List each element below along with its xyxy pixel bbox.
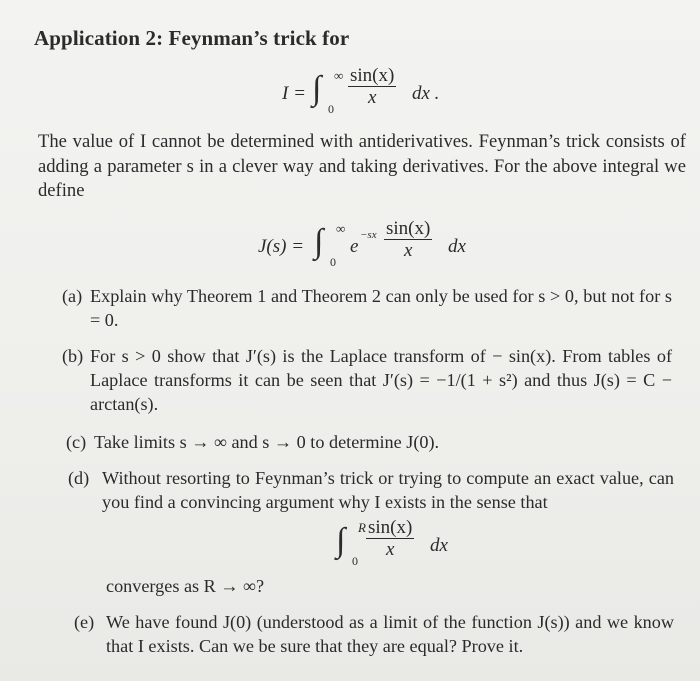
list-item-a xyxy=(62,284,672,332)
list-item-e xyxy=(74,610,674,658)
eq2-exp-base: e xyxy=(350,236,359,257)
item-label: (d) xyxy=(68,468,90,488)
eq1-lhs: I = xyxy=(282,83,306,104)
item-text: We have found J(0) (understood as a limit of the function J(s)) and we know that I exists. Can we be sure that they are equal? Prove it. xyxy=(106,612,674,656)
item-label: (c) xyxy=(66,432,87,452)
eq1-differential: dx . xyxy=(412,83,440,104)
eq1-fraction xyxy=(348,66,396,109)
eq3-lower-limit: 0 xyxy=(352,554,358,568)
equation-j-definition xyxy=(258,219,488,275)
eq1-denominator: x xyxy=(367,87,377,108)
list-item-c xyxy=(66,430,676,454)
list-item-b xyxy=(62,344,672,416)
eq1-numerator: sin(x) xyxy=(350,65,395,86)
item-label: (e) xyxy=(74,612,95,632)
item-label: (a) xyxy=(62,286,83,306)
eq2-numerator: sin(x) xyxy=(386,218,431,239)
eq3-upper-limit: R xyxy=(358,520,366,535)
equation-partial-integral xyxy=(336,518,476,574)
eq3-differential: dx xyxy=(430,535,448,556)
eq2-exponent: −sx xyxy=(360,229,377,241)
integral-sign: ∫ xyxy=(336,522,346,559)
item-label: (b) xyxy=(62,346,84,366)
integral-sign: ∫ xyxy=(312,70,322,107)
eq1-upper-limit: ∞ xyxy=(334,68,344,83)
eq3-numerator: sin(x) xyxy=(368,517,413,538)
item-text: Take limits s → ∞ and s → 0 to determine J(0). xyxy=(94,432,440,452)
intro-paragraph: The value of I cannot be determined with antiderivatives. Feynman’s trick consists of adding a parameter s in a clever way and taking derivatives. For the above integral we define xyxy=(38,131,686,201)
section-heading: Application 2: Feynman’s trick for xyxy=(34,26,350,50)
item-text: Without resorting to Feynman’s trick or trying to compute an exact value, can you find a convincing argument why I exists in the sense that xyxy=(102,468,674,512)
eq2-fraction xyxy=(384,219,432,262)
item-text: Explain why Theorem 1 and Theorem 2 can only be used for s > 0, but not for s = 0. xyxy=(90,286,672,330)
eq3-denominator: x xyxy=(385,539,395,560)
eq2-denominator: x xyxy=(403,240,413,261)
converges-question: converges as R → ∞? xyxy=(106,576,265,596)
equation-i-definition xyxy=(282,66,472,122)
eq2-lhs: J(s) = xyxy=(258,236,305,257)
integral-sign: ∫ xyxy=(314,223,324,260)
eq2-lower-limit: 0 xyxy=(330,255,336,269)
list-item-d xyxy=(68,466,674,514)
eq3-fraction xyxy=(366,518,414,561)
item-text: For s > 0 show that J′(s) is the Laplace transform of − sin(x). From tables of Laplace transforms it can be seen that J′(s) = −1/(1 + s²) and thus J(s) = C − arctan(s). xyxy=(90,346,672,414)
eq2-upper-limit: ∞ xyxy=(336,221,346,236)
eq1-lower-limit: 0 xyxy=(328,102,334,116)
eq2-differential: dx xyxy=(448,236,466,257)
